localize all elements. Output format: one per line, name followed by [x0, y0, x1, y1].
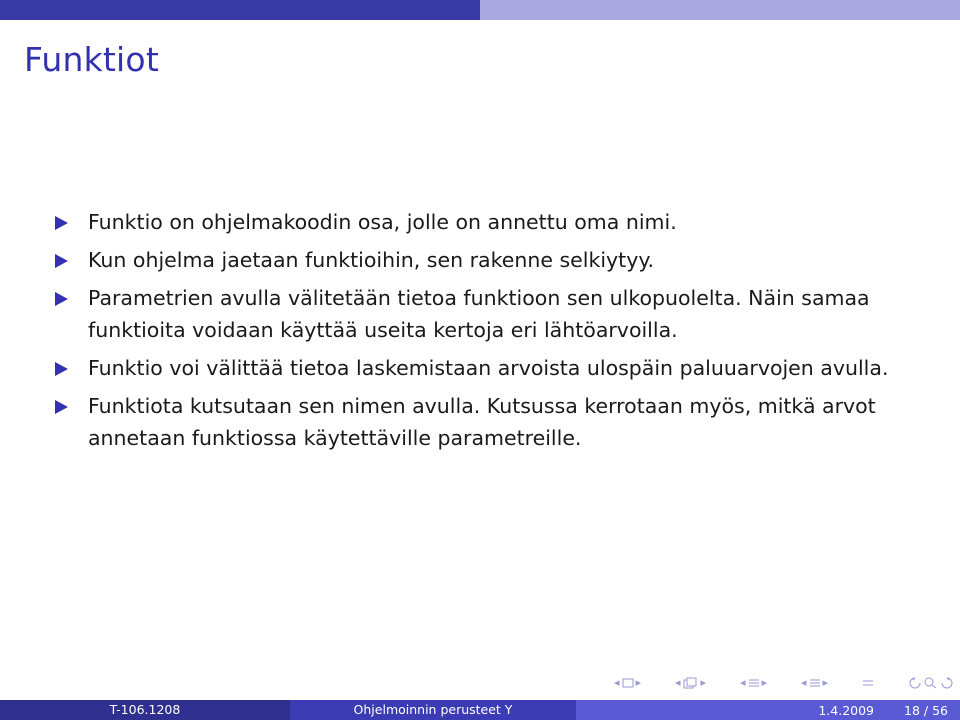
bullet-text: Kun ohjelma jaetaan funktioihin, sen rakenne selkiytyy. — [88, 248, 655, 272]
nav-subsection-group[interactable] — [675, 676, 706, 689]
bullet-item — [54, 390, 934, 454]
nav-right-arrow-icon[interactable]: ▸ — [635, 676, 642, 689]
footer-page-number: 18 / 56 — [904, 702, 948, 718]
footer-short-title: Ohjelmoinnin perusteet Y — [290, 700, 576, 720]
footer-bar — [0, 700, 960, 720]
nav-right-arrow-icon[interactable]: ▸ — [822, 676, 829, 689]
bullet-text: Funktiota kutsutaan sen nimen avulla. Kutsussa kerrotaan myös, mitkä arvot annetaan funktiossa käytettäville parametreille. — [88, 394, 876, 450]
bullet-list — [54, 206, 934, 454]
bullet-text: Parametrien avulla välitetään tietoa funktioon sen ulkopuolelta. Näin samaa funktioita voidaan käyttää useita kertoja eri lähtöarvoilla. — [88, 286, 870, 342]
footer-course-code: T-106.1208 — [0, 700, 290, 720]
header-bar — [0, 0, 960, 20]
bullet-triangle-icon — [55, 292, 68, 306]
slide-body — [54, 206, 934, 460]
bullet-text: Funktio voi välittää tietoa laskemistaan arvoista ulospäin paluuarvojen avulla. — [88, 356, 889, 380]
bullet-item — [54, 244, 934, 276]
header-bar-left — [0, 0, 480, 20]
nav-align-group[interactable] — [862, 677, 874, 689]
bullet-item — [54, 352, 934, 384]
bullet-item — [54, 282, 934, 346]
navigation-symbols — [614, 676, 954, 689]
nav-frame-icon[interactable] — [622, 678, 634, 688]
bullet-text: Funktio on ohjelmakoodin osa, jolle on annettu oma nimi. — [88, 210, 677, 234]
nav-search-group[interactable] — [908, 677, 954, 689]
bullet-triangle-icon — [55, 216, 68, 230]
header-bar-right — [480, 0, 960, 20]
nav-back-icon[interactable] — [908, 677, 922, 689]
footer-info — [576, 700, 960, 720]
nav-left-arrow-icon[interactable]: ◂ — [740, 676, 746, 689]
nav-section-group[interactable] — [740, 676, 767, 689]
bullet-item — [54, 206, 934, 238]
bullet-triangle-icon — [55, 362, 68, 376]
nav-frame-group[interactable] — [614, 676, 641, 689]
bullet-triangle-icon — [55, 400, 68, 414]
footer-date: 1.4.2009 — [818, 702, 875, 718]
nav-section-icon[interactable] — [748, 677, 760, 689]
nav-search-icon[interactable] — [924, 677, 938, 689]
nav-right-arrow-icon[interactable]: ▸ — [761, 676, 768, 689]
slide-title: Funktiot — [24, 40, 159, 79]
nav-left-arrow-icon[interactable]: ◂ — [614, 676, 620, 689]
nav-left-arrow-icon[interactable]: ◂ — [801, 676, 807, 689]
nav-left-arrow-icon[interactable]: ◂ — [675, 676, 681, 689]
nav-right-arrow-icon[interactable]: ▸ — [700, 676, 707, 689]
nav-subsection-icon[interactable] — [683, 677, 699, 689]
nav-presentation-icon[interactable] — [809, 677, 821, 689]
nav-forward-icon[interactable] — [940, 677, 954, 689]
nav-align-icon[interactable] — [862, 677, 874, 689]
nav-presentation-group[interactable] — [801, 676, 828, 689]
bullet-triangle-icon — [55, 254, 68, 268]
